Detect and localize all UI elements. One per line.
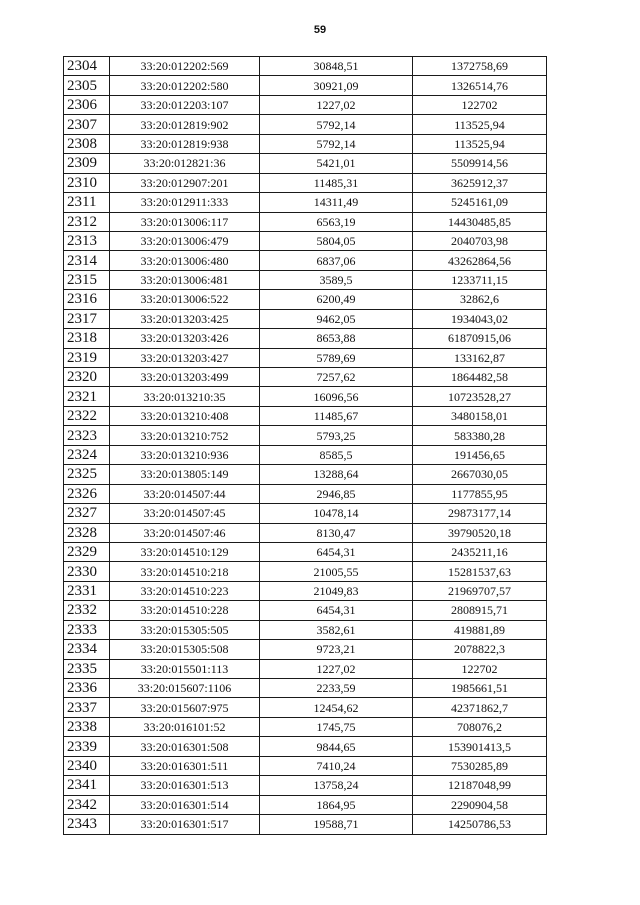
table-row (64, 465, 547, 484)
value-cell: 3480158,01 (413, 406, 547, 425)
row-number-cell: 2325 (64, 465, 110, 484)
row-number-cell: 2311 (64, 193, 110, 212)
cadastral-number-cell: 33:20:013203:425 (110, 309, 260, 328)
row-number-cell: 2309 (64, 154, 110, 173)
area-cell: 11485,67 (260, 406, 413, 425)
value-cell: 1864482,58 (413, 368, 547, 387)
cadastral-number-cell: 33:20:016301:508 (110, 737, 260, 756)
value-cell: 419881,89 (413, 620, 547, 639)
area-cell: 3582,61 (260, 620, 413, 639)
area-cell: 30848,51 (260, 57, 413, 76)
area-cell: 13758,24 (260, 776, 413, 795)
row-number-cell: 2343 (64, 815, 110, 834)
cadastral-number-cell: 33:20:012821:36 (110, 154, 260, 173)
value-cell: 133162,87 (413, 348, 547, 367)
cadastral-number-cell: 33:20:013006:522 (110, 290, 260, 309)
cadastral-number-cell: 33:20:013006:117 (110, 212, 260, 231)
table-row (64, 640, 547, 659)
row-number-cell: 2330 (64, 562, 110, 581)
table-row (64, 134, 547, 153)
area-cell: 14311,49 (260, 193, 413, 212)
table-row (64, 76, 547, 95)
row-number-cell: 2315 (64, 270, 110, 289)
cadastral-number-cell: 33:20:013203:427 (110, 348, 260, 367)
cadastral-number-cell: 33:20:013210:936 (110, 445, 260, 464)
area-cell: 1745,75 (260, 717, 413, 736)
cadastral-number-cell: 33:20:016301:513 (110, 776, 260, 795)
table-row (64, 309, 547, 328)
table-row (64, 601, 547, 620)
area-cell: 7257,62 (260, 368, 413, 387)
table-body (64, 57, 547, 835)
row-number-cell: 2328 (64, 523, 110, 542)
cadastral-number-cell: 33:20:012911:333 (110, 193, 260, 212)
area-cell: 2946,85 (260, 484, 413, 503)
row-number-cell: 2306 (64, 95, 110, 114)
area-cell: 21005,55 (260, 562, 413, 581)
cadastral-number-cell: 33:20:016301:517 (110, 815, 260, 834)
area-cell: 3589,5 (260, 270, 413, 289)
value-cell: 153901413,5 (413, 737, 547, 756)
table-row (64, 348, 547, 367)
area-cell: 8653,88 (260, 329, 413, 348)
page-number: 59 (313, 24, 327, 36)
area-cell: 1227,02 (260, 95, 413, 114)
table-row (64, 212, 547, 231)
value-cell: 2435211,16 (413, 542, 547, 561)
table-row (64, 387, 547, 406)
row-number-cell: 2314 (64, 251, 110, 270)
row-number-cell: 2329 (64, 542, 110, 561)
table-row (64, 581, 547, 600)
cadastral-number-cell: 33:20:013210:35 (110, 387, 260, 406)
cadastral-number-cell: 33:20:013805:149 (110, 465, 260, 484)
table-row (64, 270, 547, 289)
area-cell: 30921,09 (260, 76, 413, 95)
value-cell: 708076,2 (413, 717, 547, 736)
table-row (64, 562, 547, 581)
row-number-cell: 2324 (64, 445, 110, 464)
row-number-cell: 2310 (64, 173, 110, 192)
value-cell: 61870915,06 (413, 329, 547, 348)
table-row (64, 115, 547, 134)
area-cell: 12454,62 (260, 698, 413, 717)
table-row (64, 795, 547, 814)
area-cell: 8130,47 (260, 523, 413, 542)
value-cell: 3625912,37 (413, 173, 547, 192)
table-row (64, 756, 547, 775)
cadastral-number-cell: 33:20:012819:938 (110, 134, 260, 153)
table-row (64, 95, 547, 114)
cadastral-number-cell: 33:20:013210:752 (110, 426, 260, 445)
value-cell: 29873177,14 (413, 504, 547, 523)
area-cell: 9844,65 (260, 737, 413, 756)
value-cell: 191456,65 (413, 445, 547, 464)
cadastral-number-cell: 33:20:012202:580 (110, 76, 260, 95)
cadastral-number-cell: 33:20:016301:511 (110, 756, 260, 775)
row-number-cell: 2307 (64, 115, 110, 134)
row-number-cell: 2313 (64, 231, 110, 250)
cadastral-number-cell: 33:20:013006:481 (110, 270, 260, 289)
value-cell: 1934043,02 (413, 309, 547, 328)
value-cell: 12187048,99 (413, 776, 547, 795)
table-row (64, 426, 547, 445)
value-cell: 1326514,76 (413, 76, 547, 95)
row-number-cell: 2319 (64, 348, 110, 367)
cadastral-number-cell: 33:20:016101:52 (110, 717, 260, 736)
row-number-cell: 2320 (64, 368, 110, 387)
area-cell: 6837,06 (260, 251, 413, 270)
row-number-cell: 2336 (64, 679, 110, 698)
value-cell: 14250786,53 (413, 815, 547, 834)
table-row (64, 251, 547, 270)
value-cell: 2290904,58 (413, 795, 547, 814)
value-cell: 39790520,18 (413, 523, 547, 542)
cadastral-number-cell: 33:20:013203:426 (110, 329, 260, 348)
area-cell: 5792,14 (260, 134, 413, 153)
cadastral-number-cell: 33:20:015305:508 (110, 640, 260, 659)
cadastral-number-cell: 33:20:014510:218 (110, 562, 260, 581)
row-number-cell: 2312 (64, 212, 110, 231)
row-number-cell: 2339 (64, 737, 110, 756)
table-row (64, 290, 547, 309)
area-cell: 11485,31 (260, 173, 413, 192)
cadastral-number-cell: 33:20:014510:129 (110, 542, 260, 561)
area-cell: 6200,49 (260, 290, 413, 309)
cadastral-number-cell: 33:20:013203:499 (110, 368, 260, 387)
value-cell: 113525,94 (413, 134, 547, 153)
cadastral-number-cell: 33:20:014507:45 (110, 504, 260, 523)
area-cell: 8585,5 (260, 445, 413, 464)
row-number-cell: 2331 (64, 581, 110, 600)
area-cell: 21049,83 (260, 581, 413, 600)
area-cell: 19588,71 (260, 815, 413, 834)
area-cell: 10478,14 (260, 504, 413, 523)
row-number-cell: 2335 (64, 659, 110, 678)
value-cell: 122702 (413, 95, 547, 114)
row-number-cell: 2323 (64, 426, 110, 445)
cadastral-number-cell: 33:20:014510:223 (110, 581, 260, 600)
cadastral-table (63, 56, 547, 835)
table-row (64, 620, 547, 639)
cadastral-number-cell: 33:20:013006:479 (110, 231, 260, 250)
area-cell: 5421,01 (260, 154, 413, 173)
value-cell: 2078822,3 (413, 640, 547, 659)
row-number-cell: 2338 (64, 717, 110, 736)
value-cell: 122702 (413, 659, 547, 678)
area-cell: 9462,05 (260, 309, 413, 328)
value-cell: 1372758,69 (413, 57, 547, 76)
area-cell: 6563,19 (260, 212, 413, 231)
value-cell: 5245161,09 (413, 193, 547, 212)
table-row (64, 484, 547, 503)
cadastral-number-cell: 33:20:015305:505 (110, 620, 260, 639)
row-number-cell: 2334 (64, 640, 110, 659)
area-cell: 5804,05 (260, 231, 413, 250)
row-number-cell: 2342 (64, 795, 110, 814)
cadastral-number-cell: 33:20:015607:975 (110, 698, 260, 717)
value-cell: 42371862,7 (413, 698, 547, 717)
row-number-cell: 2308 (64, 134, 110, 153)
row-number-cell: 2316 (64, 290, 110, 309)
table-row (64, 406, 547, 425)
table-row (64, 542, 547, 561)
value-cell: 2040703,98 (413, 231, 547, 250)
area-cell: 1227,02 (260, 659, 413, 678)
value-cell: 32862,6 (413, 290, 547, 309)
table-row (64, 329, 547, 348)
value-cell: 1233711,15 (413, 270, 547, 289)
value-cell: 1177855,95 (413, 484, 547, 503)
area-cell: 16096,56 (260, 387, 413, 406)
value-cell: 21969707,57 (413, 581, 547, 600)
row-number-cell: 2317 (64, 309, 110, 328)
value-cell: 113525,94 (413, 115, 547, 134)
cadastral-number-cell: 33:20:015501:113 (110, 659, 260, 678)
area-cell: 5793,25 (260, 426, 413, 445)
area-cell: 6454,31 (260, 601, 413, 620)
area-cell: 5792,14 (260, 115, 413, 134)
cadastral-number-cell: 33:20:014510:228 (110, 601, 260, 620)
cadastral-number-cell: 33:20:012203:107 (110, 95, 260, 114)
value-cell: 2667030,05 (413, 465, 547, 484)
row-number-cell: 2327 (64, 504, 110, 523)
row-number-cell: 2326 (64, 484, 110, 503)
cadastral-number-cell: 33:20:015607:1106 (110, 679, 260, 698)
cadastral-number-cell: 33:20:016301:514 (110, 795, 260, 814)
table-row (64, 57, 547, 76)
row-number-cell: 2340 (64, 756, 110, 775)
area-cell: 1864,95 (260, 795, 413, 814)
value-cell: 1985661,51 (413, 679, 547, 698)
cadastral-number-cell: 33:20:013210:408 (110, 406, 260, 425)
table-row (64, 717, 547, 736)
table-row (64, 776, 547, 795)
row-number-cell: 2341 (64, 776, 110, 795)
cadastral-number-cell: 33:20:013006:480 (110, 251, 260, 270)
table-row (64, 679, 547, 698)
cadastral-number-cell: 33:20:014507:46 (110, 523, 260, 542)
table-row (64, 193, 547, 212)
row-number-cell: 2332 (64, 601, 110, 620)
value-cell: 2808915,71 (413, 601, 547, 620)
table-row (64, 659, 547, 678)
table-row (64, 368, 547, 387)
table-row (64, 523, 547, 542)
cadastral-number-cell: 33:20:012202:569 (110, 57, 260, 76)
area-cell: 2233,59 (260, 679, 413, 698)
table-row (64, 154, 547, 173)
area-cell: 13288,64 (260, 465, 413, 484)
value-cell: 7530285,89 (413, 756, 547, 775)
value-cell: 14430485,85 (413, 212, 547, 231)
row-number-cell: 2337 (64, 698, 110, 717)
value-cell: 5509914,56 (413, 154, 547, 173)
cadastral-number-cell: 33:20:012819:902 (110, 115, 260, 134)
value-cell: 10723528,27 (413, 387, 547, 406)
table-row (64, 173, 547, 192)
table-row (64, 504, 547, 523)
row-number-cell: 2304 (64, 57, 110, 76)
table-row (64, 698, 547, 717)
value-cell: 583380,28 (413, 426, 547, 445)
row-number-cell: 2322 (64, 406, 110, 425)
table-row (64, 737, 547, 756)
row-number-cell: 2333 (64, 620, 110, 639)
row-number-cell: 2318 (64, 329, 110, 348)
table-row (64, 445, 547, 464)
area-cell: 5789,69 (260, 348, 413, 367)
cadastral-number-cell: 33:20:012907:201 (110, 173, 260, 192)
area-cell: 7410,24 (260, 756, 413, 775)
row-number-cell: 2321 (64, 387, 110, 406)
table-row (64, 815, 547, 834)
area-cell: 9723,21 (260, 640, 413, 659)
area-cell: 6454,31 (260, 542, 413, 561)
value-cell: 15281537,63 (413, 562, 547, 581)
row-number-cell: 2305 (64, 76, 110, 95)
value-cell: 43262864,56 (413, 251, 547, 270)
cadastral-number-cell: 33:20:014507:44 (110, 484, 260, 503)
table-row (64, 231, 547, 250)
